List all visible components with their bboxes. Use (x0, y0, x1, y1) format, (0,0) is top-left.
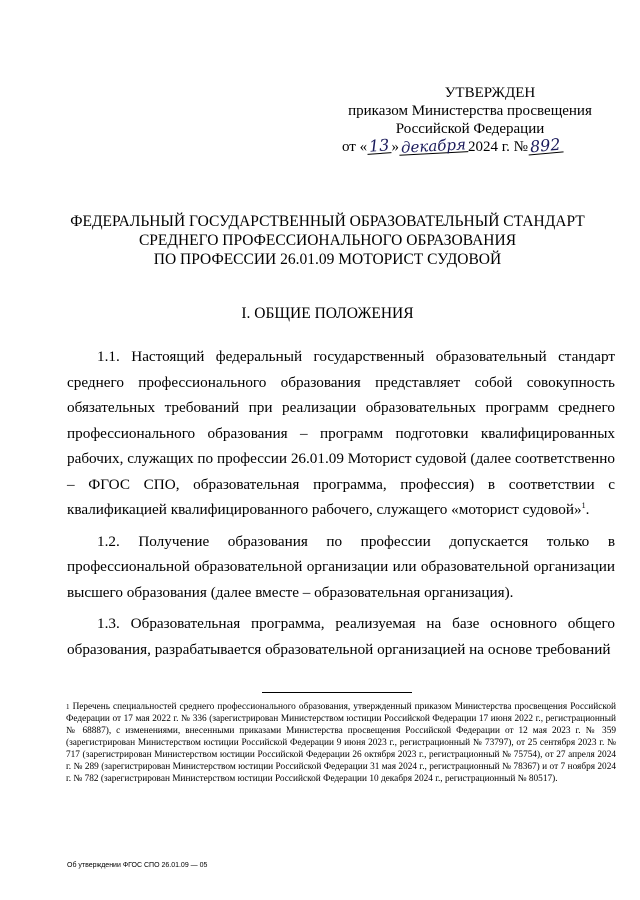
title-line-3: ПО ПРОФЕССИИ 26.01.09 МОТОРИСТ СУДОВОЙ (153, 251, 502, 268)
paragraph-1-3: 1.3. Образовательная программа, реализуемая на базе основного общего образования, разрабатывается образовательной организацией на основе требований (67, 615, 615, 658)
document-title (40, 212, 615, 269)
title-line-1: ФЕДЕРАЛЬНЫЙ ГОСУДАРСТВЕННЫЙ ОБРАЗОВАТЕЛЬНЫЙ СТАНДАРТ (70, 213, 585, 230)
paragraph-1-1 (67, 344, 615, 523)
page-footer: Об утверждении ФГОС СПО 26.01.09 — 05 (67, 862, 208, 869)
footnote-mark: 1 (66, 703, 70, 711)
title-line-2: СРЕДНЕГО ПРОФЕССИОНАЛЬНОГО ОБРАЗОВАНИЯ (138, 232, 517, 249)
date-year-text: 2024 г. № (467, 139, 528, 155)
paragraph-1-1-end: . (585, 501, 590, 518)
body-text (67, 344, 615, 668)
paragraph-1-1-text: 1.1. Настоящий федеральный государственный образовательный стандарт среднего профессионального образования представляет собой совокупность обязательных требований при реализации образовательных программ среднего профессионального образования – программ подготовки квалифицированных рабочих, служащих по профессии 26.01.09 Моторист судовой (далее соответственно – ФГОС СПО, образовательная программа, профессия) в соответствии с квалификацией квалифицированного рабочего, служащего «моторист судовой» (67, 348, 615, 518)
approval-stamp (340, 84, 600, 156)
footnote-text: Перечень специальностей среднего профессионального образования, утвержденный приказом Министерства просвещения Российской Федерации от 17 мая 2022 г. № 336 (зарегистрирован Министерством юстиции Российской Федерации 17 июня 2022 г., регистрационный № 68887), с изменениями, внесенными приказами Министерства просвещения Российской Федерации от 12 мая 2023 г. № 359 (зарегистрирован Министерством юстиции Российской Федерации 9 июня 2023 г., регистрационный № 73797), от 25 сентября 2023 г. № 717 (зарегистрирован Министерством юстиции Российской Федерации 26 октября 2023 г., регистрационный № 75754), от 27 апреля 2024 г. № 289 (зарегистрирован Министерством юстиции Российской Федерации 31 мая 2024 г., регистрационный № 78367) и от 7 ноября 2024 г. № 782 (зарегистрирован Министерством юстиции Российской Федерации 10 декабря 2024 г., регистрационный № 80517). (66, 702, 617, 784)
footnote (66, 701, 616, 785)
footnote-reference[interactable]: 1 (581, 500, 586, 510)
date-quote-close: » (391, 139, 399, 155)
handwritten-day: 13 (368, 135, 391, 156)
handwritten-order-number: 892 (529, 134, 562, 157)
handwritten-month: декабря (400, 135, 467, 157)
paragraph-1-2: 1.2. Получение образования по профессии допускается только в профессиональной образовательной организации или образовательной организации высшего образования (далее вместе – образовательная организация). (67, 532, 615, 601)
approval-date-line (340, 134, 600, 157)
approval-heading: УТВЕРЖДЕН (444, 85, 536, 101)
approval-country-line: Российской Федерации (395, 121, 545, 137)
approval-order-line: приказом Министерства просвещения (348, 103, 592, 119)
footnote-divider (262, 692, 412, 693)
section-heading: I. ОБЩИЕ ПОЛОЖЕНИЯ (241, 305, 414, 322)
date-prefix: от « (342, 139, 368, 155)
